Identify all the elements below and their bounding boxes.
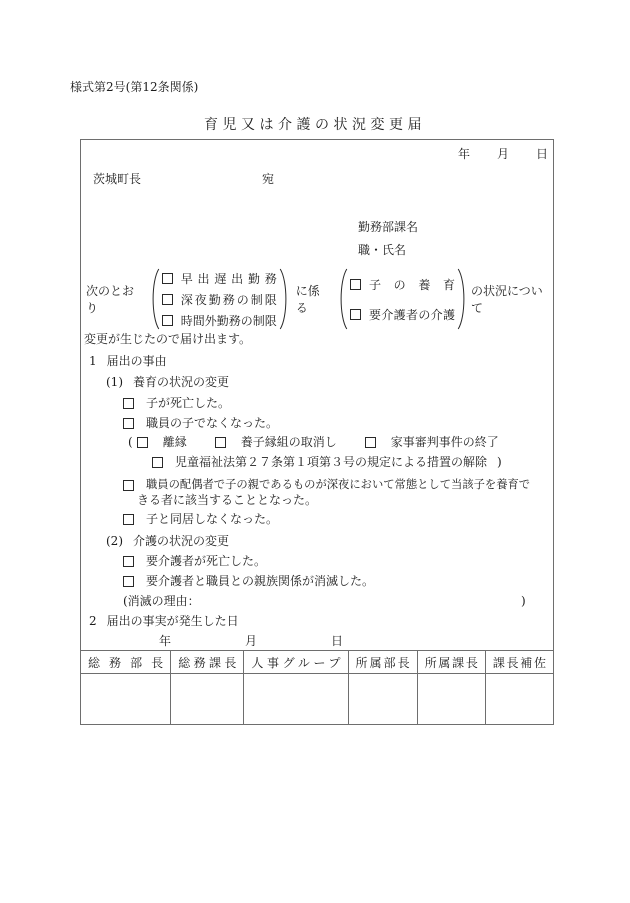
approval-header-hr-group: 人事グループ [244, 651, 348, 674]
approval-header-general-affairs-director: 総務部長 [81, 651, 171, 674]
checkbox-early-late-shift[interactable] [162, 273, 173, 284]
addressee-suffix: 宛 [262, 172, 275, 186]
care-options-group [348, 268, 457, 330]
office-label: 勤務部課名 [358, 220, 419, 234]
work-options-group [160, 268, 279, 330]
intro-lead: 次のとおり [86, 284, 135, 315]
item-label: 養子縁組の取消し [240, 435, 337, 449]
item-label: 子が死亡した。 [146, 396, 231, 410]
sub-reasons-close-paren: ) [497, 455, 502, 469]
section2-heading [89, 613, 239, 629]
addressee-line [93, 171, 274, 187]
approval-stamp-cell[interactable] [417, 674, 485, 725]
item-child-died [123, 395, 230, 411]
work-option [162, 290, 277, 308]
section1-title: 届出の事由 [106, 354, 167, 368]
form-title: 育児又は介護の状況変更届 [204, 117, 426, 133]
intro-connector: に係る [295, 284, 320, 315]
section2-title: 届出の事実が発生した日 [106, 614, 239, 628]
item-label: 要介護者と職員との親族関係が消滅した。 [146, 574, 375, 588]
end-reason-label: (消滅の理由： [123, 594, 200, 608]
approval-header-assistant-manager: 課長補佐 [485, 651, 553, 674]
checkbox-child-died[interactable] [123, 398, 134, 409]
section1-number: 1 [89, 354, 97, 368]
item-not-living-with-child [123, 511, 278, 527]
approval-stamp-cell[interactable] [485, 674, 553, 725]
item-label: 離縁 [162, 435, 187, 449]
intro-tail: の状況について [471, 284, 543, 315]
end-reason-close-paren: ) [521, 594, 526, 608]
approval-header-department-director: 所属部長 [348, 651, 417, 674]
date-year-label: 年 [159, 634, 172, 648]
date-day-label: 日 [535, 147, 548, 161]
item-kinship-ended [123, 573, 374, 589]
item-label: 子と同居しなくなった。 [146, 512, 279, 526]
approval-stamp-cell[interactable] [171, 674, 244, 725]
section1-heading [89, 353, 167, 369]
form-border-box [80, 139, 554, 725]
work-option-label: 深夜勤務の制限 [180, 292, 277, 307]
checkbox-adoption-annulment[interactable] [215, 437, 226, 448]
paren-close-icon [279, 268, 291, 330]
item-spouse-can-care-cont: きる者に該当することとなった。 [137, 493, 318, 507]
subsection2-title: 介護の状況の変更 [133, 534, 230, 548]
section2-number: 2 [89, 614, 97, 628]
intro-row [86, 268, 553, 330]
checkbox-not-employees-child[interactable] [123, 418, 134, 429]
checkbox-welfare-act-release[interactable] [152, 457, 163, 468]
date-line-occurrence [159, 633, 343, 649]
approval-stamp-cell[interactable] [81, 674, 171, 725]
approval-stamp-cell[interactable] [348, 674, 417, 725]
approval-stamp-row [81, 674, 554, 725]
date-day-label: 日 [331, 634, 344, 648]
approval-header-general-affairs-manager: 総務課長 [171, 651, 244, 674]
checkbox-divorce-dissolution[interactable] [137, 437, 148, 448]
intro-closing: 変更が生じたので届け出ます。 [84, 332, 252, 346]
subsection1-heading [106, 374, 229, 390]
paren-close-icon [457, 268, 469, 330]
item-not-employees-child [123, 415, 278, 431]
care-option-label: 子の養育 [369, 277, 455, 292]
work-option [162, 311, 277, 329]
care-option [350, 305, 455, 323]
checkbox-family-court-end[interactable] [365, 437, 376, 448]
care-option-label: 要介護者の介護 [369, 307, 455, 322]
subsection2-heading [106, 533, 229, 549]
checkbox-kinship-ended[interactable] [123, 576, 134, 587]
date-month-label: 月 [245, 634, 258, 648]
item-label: 職員の配偶者で子の親であるものが深夜において常態として当該子を養育で [146, 478, 531, 491]
sub-reasons-line2 [152, 454, 502, 470]
item-care-receiver-died [123, 553, 266, 569]
date-year-label: 年 [457, 147, 470, 161]
work-option-label: 早出遅出勤務 [180, 271, 277, 286]
sub-reasons-line1 [128, 434, 499, 450]
checkbox-spouse-can-care[interactable] [123, 480, 134, 491]
checkbox-care-receiver-died[interactable] [123, 556, 134, 567]
checkbox-overtime-limit[interactable] [162, 315, 173, 326]
checkbox-not-living-with-child[interactable] [123, 514, 134, 525]
form-number: 様式第2号(第12条関係) [70, 80, 199, 94]
item-label: 要介護者が死亡した。 [146, 554, 267, 568]
addressee: 茨城町長 [93, 172, 142, 186]
name-label: 職・氏名 [358, 243, 407, 257]
paren-open-icon [148, 268, 160, 330]
item-spouse-can-care [123, 477, 530, 493]
date-month-label: 月 [496, 147, 509, 161]
subsection1-title: 養育の状況の変更 [133, 375, 230, 389]
checkbox-night-work-limit[interactable] [162, 294, 173, 305]
subsection2-number: (2) [106, 534, 123, 548]
subsection1-number: (1) [106, 375, 123, 389]
checkbox-child-care[interactable] [350, 279, 361, 290]
paren-open-icon [336, 268, 348, 330]
item-label: 家事審判事件の終了 [390, 435, 499, 449]
approval-stamp-cell[interactable] [244, 674, 348, 725]
checkbox-nursing-care[interactable] [350, 309, 361, 320]
approval-header-row [81, 651, 554, 674]
sub-reasons-open-paren: ( [128, 435, 133, 449]
end-reason-field[interactable] [123, 593, 200, 609]
item-label: 職員の子でなくなった。 [146, 416, 279, 430]
work-option-label: 時間外勤務の制限 [180, 313, 277, 328]
care-option [350, 275, 455, 293]
item-label: 児童福祉法第２７条第１項第３号の規定による措置の解除 [175, 455, 488, 469]
work-option [162, 269, 277, 287]
approval-table [80, 650, 554, 725]
approval-header-section-manager: 所属課長 [417, 651, 485, 674]
date-line-top [458, 145, 548, 162]
